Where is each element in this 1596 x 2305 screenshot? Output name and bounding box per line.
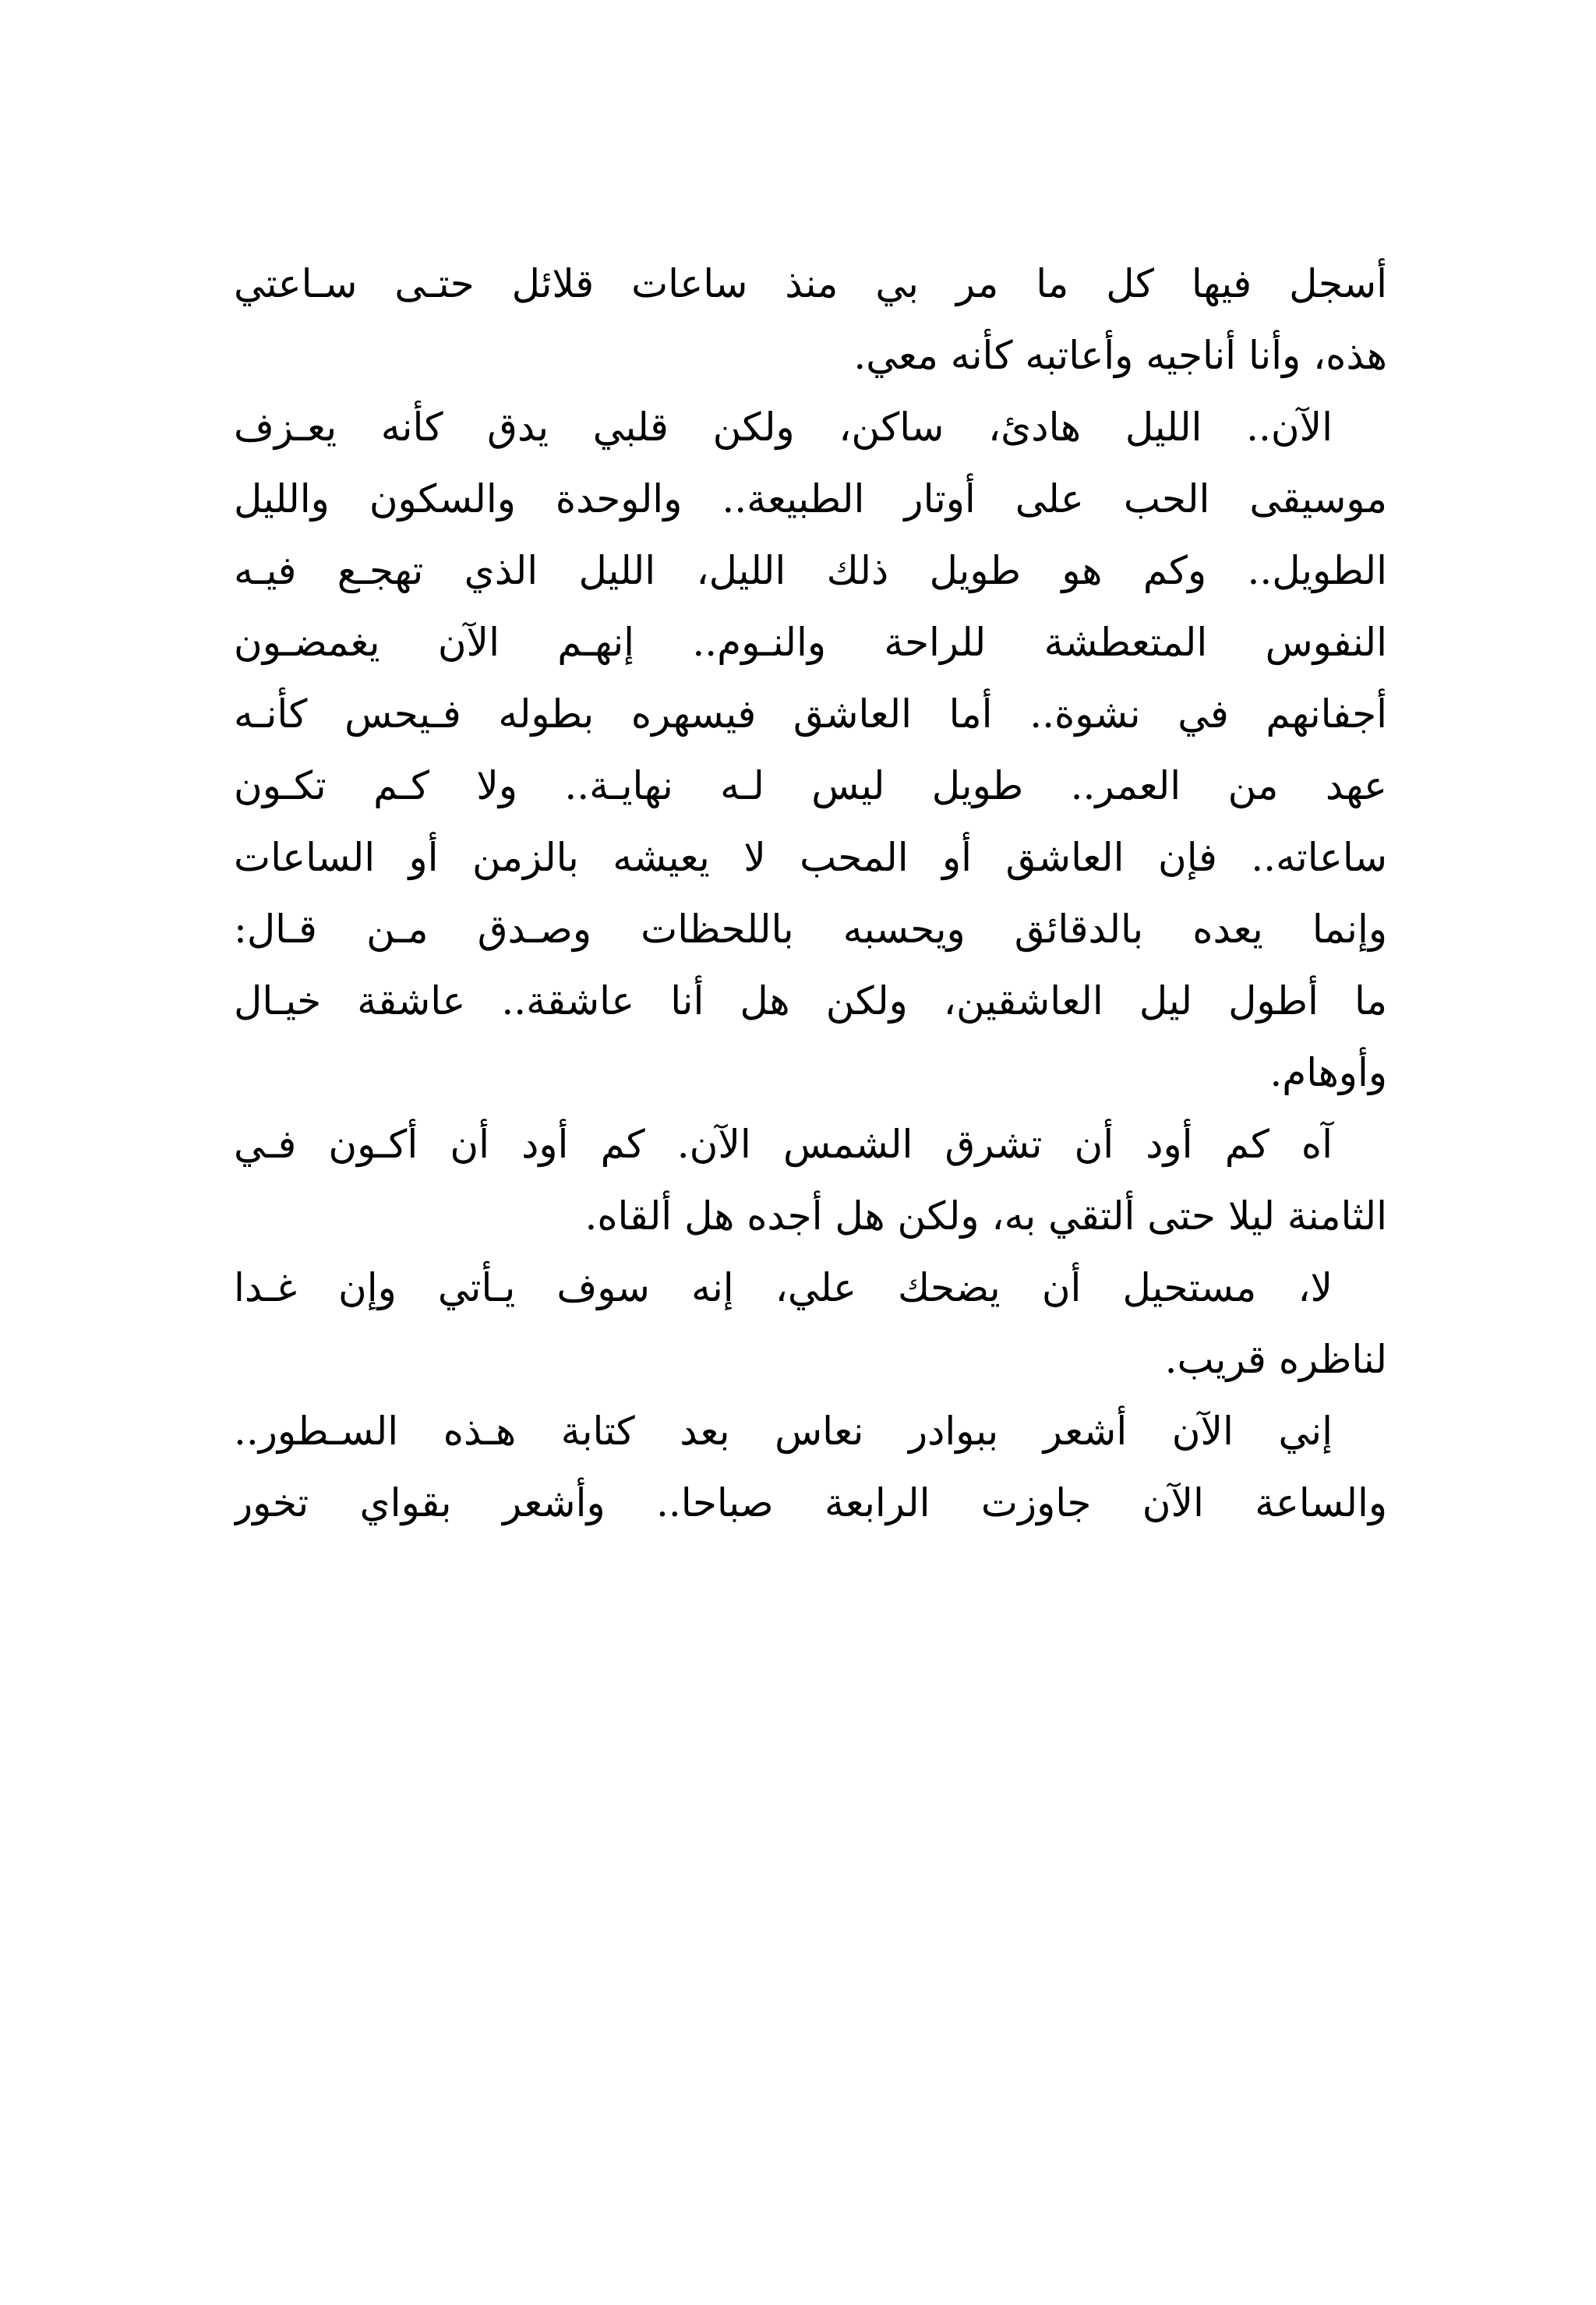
text-line: عهد من العمر.. طويل ليس لـه نهايـة.. ولا كـم تكـون [234, 763, 1387, 808]
paragraph-end-line: لناظره قريب. [1164, 1337, 1387, 1382]
paragraph-end-line: وأوهام. [1269, 1050, 1387, 1095]
paragraph-first-line: لا، مستحيل أن يضحك علي، إنه سوف يـأتي وإن غـدا [234, 1265, 1333, 1310]
body-text [234, 248, 1387, 1539]
text-line: الطويل.. وكم هو طويل ذلك الليل، الليل الذي تهجـع فيـه [234, 548, 1387, 593]
paragraph-end-line: الثامنة ليلا حتى ألتقي به، ولكن هل أجده هل ألقاه. [584, 1193, 1387, 1239]
paragraph-first-line: الآن.. الليل هادئ، ساكن، ولكن قلبي يدق كأنه يعـزف [234, 405, 1333, 450]
text-line: النفوس المتعطشة للراحة والنـوم.. إنهـم الآن يغمضـون [234, 620, 1387, 665]
text-line: وإنما يعده بالدقائق ويحسبه باللحظات وصـدق مـن قـال: [234, 907, 1387, 952]
text-line: أجفانهم في نشوة.. أما العاشق فيسهره بطوله فـيحس كأنـه [234, 691, 1387, 737]
text-line: موسيقى الحب على أوتار الطبيعة.. والوحدة والسكون والليل [234, 476, 1387, 521]
paragraph-first-line: إني الآن أشعر ببوادر نعاس بعد كتابة هـذه السـطور.. [234, 1409, 1333, 1454]
text-line: ساعاته.. فإن العاشق أو المحب لا يعيشه بالزمن أو الساعات [234, 835, 1387, 880]
text-line: أسجل فيها كل ما مر بي منذ ساعات قلائل حتـى سـاعتي [234, 261, 1387, 306]
text-line: ما أطول ليل العاشقين، ولكن هل أنا عاشقة.. عاشقة خيـال [234, 978, 1387, 1023]
paragraph-first-line: آه كم أود أن تشرق الشمس الآن. كم أود أن أكـون فـي [234, 1122, 1333, 1167]
paragraph-end-line: هذه، وأنا أناجيه وأعاتبه كأنه معي. [853, 333, 1387, 378]
text-line: والساعة الآن جاوزت الرابعة صباحا.. وأشعر بقواي تخور [234, 1480, 1387, 1525]
